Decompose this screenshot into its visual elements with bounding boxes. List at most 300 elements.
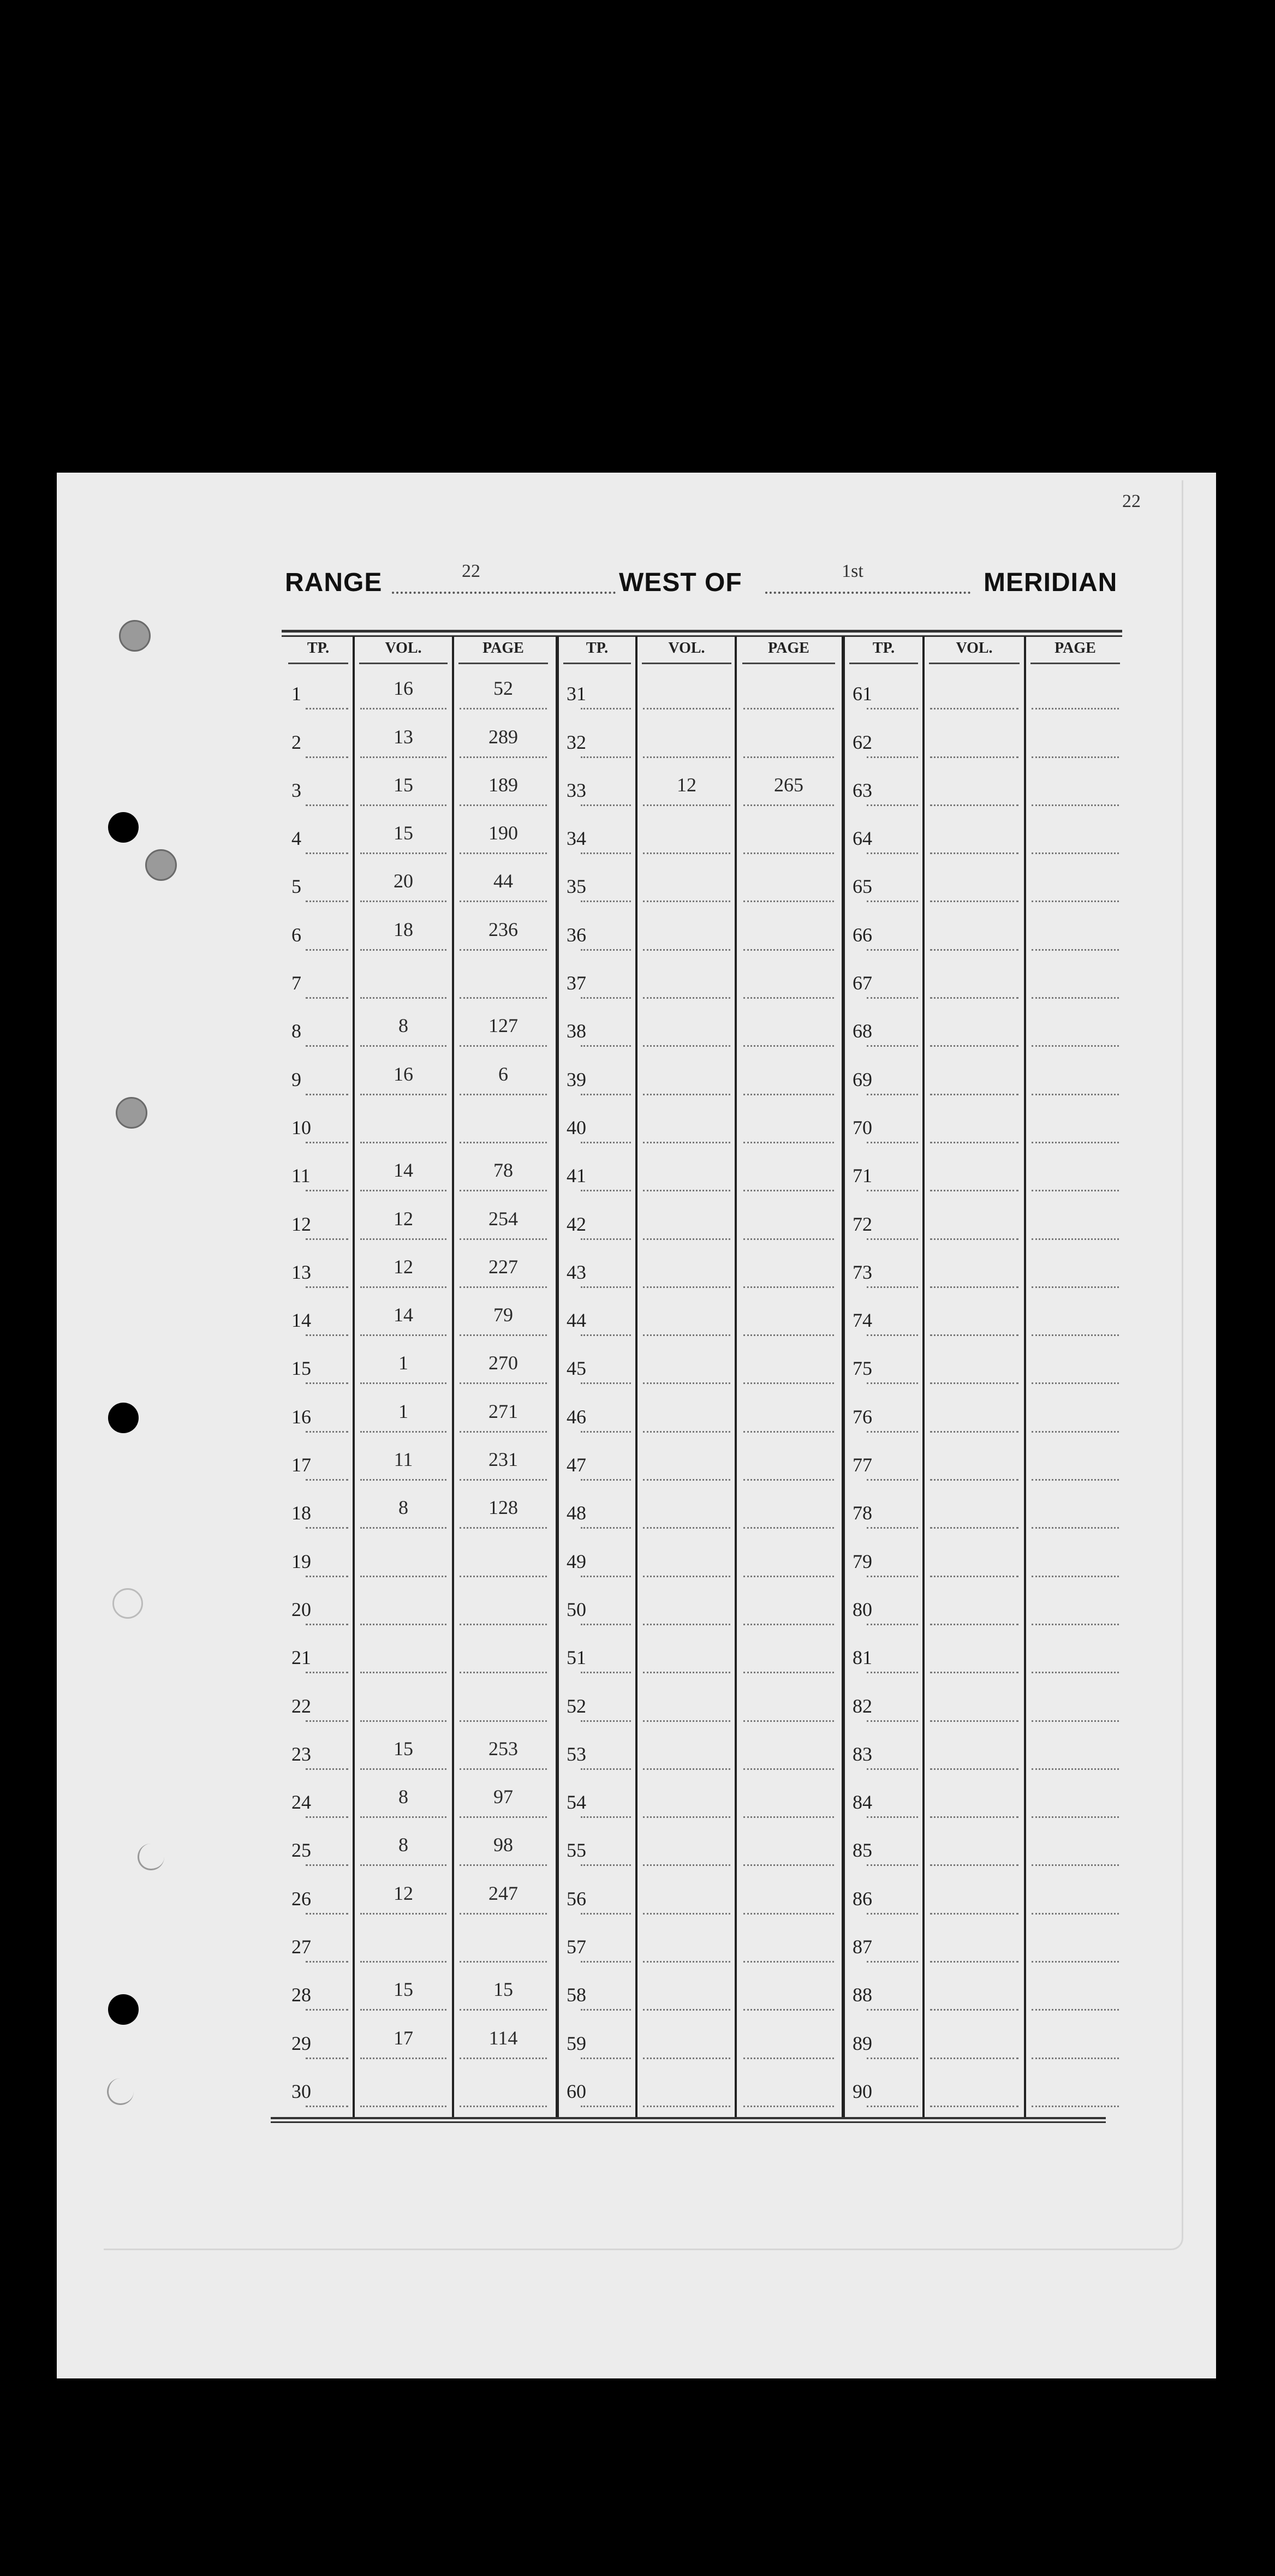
page-entry	[1026, 1631, 1124, 1679]
dotted-fill-line	[360, 1094, 446, 1095]
dotted-fill-line	[1032, 1142, 1119, 1143]
volume-entry	[355, 1968, 452, 2016]
dotted-fill-line	[581, 1768, 631, 1770]
dotted-fill-line	[581, 1720, 631, 1722]
range-label: RANGE	[285, 568, 383, 597]
dotted-fill-line	[930, 2106, 1018, 2107]
dotted-fill-line	[643, 1816, 730, 1818]
dotted-fill-line	[460, 1576, 547, 1577]
dotted-fill-line	[306, 852, 348, 854]
volume-entry	[638, 1149, 736, 1197]
dotted-fill-line	[581, 1816, 631, 1818]
page-entry	[738, 908, 839, 956]
page-entry	[454, 812, 552, 860]
dotted-fill-line	[306, 1816, 348, 1818]
page-entry	[738, 1968, 839, 2016]
township-number-text: 52	[567, 1695, 586, 1717]
dotted-fill-line	[643, 804, 730, 806]
township-number-text: 46	[567, 1405, 586, 1428]
page-text: 128	[488, 1496, 518, 1519]
volume-entry	[638, 1101, 736, 1149]
dotted-fill-line	[930, 756, 1018, 758]
township-number	[284, 1149, 353, 1197]
binder-hole-grey	[119, 620, 151, 652]
volume-entry	[355, 812, 452, 860]
dotted-fill-line	[867, 1431, 918, 1433]
volume-text: 15	[394, 773, 413, 796]
volume-text: 16	[394, 1063, 413, 1085]
township-number	[284, 812, 353, 860]
township-number	[845, 764, 922, 812]
dotted-fill-line	[930, 708, 1018, 709]
volume-entry	[925, 1149, 1024, 1197]
dotted-fill-line	[1032, 1527, 1119, 1529]
page-text: 6	[498, 1063, 508, 1085]
dotted-fill-line	[360, 1816, 446, 1818]
dotted-fill-line	[743, 1334, 834, 1336]
volume-entry	[638, 2065, 736, 2113]
page-entry	[454, 1775, 552, 1823]
dotted-fill-line	[743, 1816, 834, 1818]
township-number-text: 32	[567, 731, 586, 753]
dotted-fill-line	[867, 901, 918, 902]
volume-text: 8	[398, 1786, 408, 1808]
dotted-fill-line	[743, 949, 834, 951]
township-number	[284, 1004, 353, 1052]
township-number	[845, 956, 922, 1004]
page-entry	[1026, 1534, 1124, 1582]
dotted-fill-line	[743, 1045, 834, 1047]
township-number-text: 1	[291, 683, 301, 705]
dotted-fill-line	[743, 1720, 834, 1722]
dotted-fill-line	[643, 997, 730, 999]
township-number	[845, 1341, 922, 1390]
dotted-fill-line	[743, 1768, 834, 1770]
dotted-fill-line	[867, 997, 918, 999]
page-entry	[454, 1920, 552, 1968]
range-header	[285, 561, 1130, 597]
page-entry	[1026, 1004, 1124, 1052]
page-entry	[738, 1631, 839, 1679]
dotted-fill-line	[360, 1142, 446, 1143]
dotted-fill-line	[460, 1431, 547, 1433]
page-entry	[738, 1438, 839, 1486]
township-number-text: 25	[291, 1839, 311, 1862]
binder-hole-faint	[112, 1588, 143, 1619]
page-entry	[1026, 956, 1124, 1004]
township-number-text: 47	[567, 1454, 586, 1476]
township-number	[559, 2065, 635, 2113]
page-entry	[1026, 1149, 1124, 1197]
volume-entry	[638, 1920, 736, 1968]
volume-entry	[355, 860, 452, 908]
dotted-fill-line	[306, 1382, 348, 1384]
page-entry	[738, 860, 839, 908]
dotted-fill-line	[743, 708, 834, 709]
column-header: VOL.	[385, 640, 422, 657]
volume-entry	[925, 1679, 1024, 1727]
page-entry	[738, 1293, 839, 1341]
township-number	[284, 1920, 353, 1968]
page-entry	[738, 1823, 839, 1871]
page-entry	[738, 1341, 839, 1390]
township-number-text: 53	[567, 1743, 586, 1765]
dotted-fill-line	[743, 1864, 834, 1866]
township-number-text: 88	[853, 1984, 872, 2006]
dotted-fill-line	[867, 1382, 918, 1384]
dotted-fill-line	[1032, 901, 1119, 902]
dotted-fill-line	[581, 756, 631, 758]
township-number	[845, 1727, 922, 1775]
township-number	[284, 1534, 353, 1582]
township-number-text: 62	[853, 731, 872, 753]
volume-entry	[638, 1872, 736, 1920]
page-entry	[738, 764, 839, 812]
township-number	[284, 1775, 353, 1823]
dotted-fill-line	[643, 1576, 730, 1577]
volume-entry	[638, 764, 736, 812]
dotted-fill-line	[930, 1961, 1018, 1963]
volume-entry	[638, 667, 736, 715]
dotted-fill-line	[306, 1720, 348, 1722]
dotted-fill-line	[643, 1864, 730, 1866]
dotted-fill-line	[930, 1720, 1018, 1722]
dotted-fill-line	[460, 901, 547, 902]
volume-entry	[925, 1920, 1024, 1968]
binder-hole-arc	[107, 2078, 134, 2105]
township-number	[559, 860, 635, 908]
township-number	[559, 812, 635, 860]
dotted-fill-line	[460, 1238, 547, 1240]
dotted-fill-line	[930, 1238, 1018, 1240]
dotted-fill-line	[460, 756, 547, 758]
page-entry	[1026, 715, 1124, 763]
dotted-fill-line	[743, 1576, 834, 1577]
dotted-fill-line	[360, 1864, 446, 1866]
township-number	[284, 715, 353, 763]
dotted-fill-line	[581, 852, 631, 854]
dotted-fill-line	[306, 1238, 348, 1240]
dotted-fill-line	[867, 1479, 918, 1481]
volume-entry	[355, 1486, 452, 1534]
volume-entry	[638, 1534, 736, 1582]
township-number	[284, 1197, 353, 1245]
dotted-fill-line	[743, 2058, 834, 2059]
volume-entry	[638, 812, 736, 860]
township-number-text: 55	[567, 1839, 586, 1862]
dotted-fill-line	[867, 1286, 918, 1288]
township-number	[559, 1823, 635, 1871]
page-entry	[738, 1004, 839, 1052]
township-number-text: 31	[567, 683, 586, 705]
page-entry	[1026, 1583, 1124, 1631]
township-number-text: 59	[567, 2032, 586, 2054]
dotted-fill-line	[360, 1045, 446, 1047]
page-entry	[454, 764, 552, 812]
township-number-text: 12	[291, 1213, 311, 1235]
volume-entry	[925, 1968, 1024, 2016]
dotted-fill-line	[360, 949, 446, 951]
dotted-fill-line	[460, 1190, 547, 1191]
page-entry	[454, 1197, 552, 1245]
page-text: 247	[488, 1882, 518, 1904]
dotted-fill-line	[306, 901, 348, 902]
township-number	[845, 1245, 922, 1293]
township-number-text: 33	[567, 779, 586, 801]
page-entry	[454, 1583, 552, 1631]
township-number-text: 54	[567, 1791, 586, 1814]
township-number-text: 89	[853, 2032, 872, 2054]
township-number-text: 26	[291, 1887, 311, 1910]
volume-entry	[925, 1004, 1024, 1052]
page-text: 270	[488, 1352, 518, 1374]
volume-entry	[925, 908, 1024, 956]
township-number	[559, 1631, 635, 1679]
dotted-fill-line	[360, 852, 446, 854]
dotted-fill-line	[643, 1672, 730, 1673]
dotted-fill-line	[581, 1334, 631, 1336]
dotted-fill-line	[1032, 1190, 1119, 1191]
page-entry	[1026, 1486, 1124, 1534]
township-number	[845, 812, 922, 860]
volume-text: 15	[394, 1737, 413, 1760]
volume-entry	[638, 2016, 736, 2064]
volume-text: 17	[394, 2026, 413, 2049]
page-entry	[1026, 667, 1124, 715]
dotted-fill-line	[460, 2106, 547, 2107]
dotted-fill-line	[930, 1527, 1018, 1529]
dotted-fill-line	[743, 1479, 834, 1481]
page-entry	[454, 1293, 552, 1341]
dotted-fill-line	[460, 1382, 547, 1384]
dotted-fill-line	[643, 852, 730, 854]
page-text: 127	[488, 1015, 518, 1037]
volume-entry	[355, 1679, 452, 1727]
township-number-text: 76	[853, 1405, 872, 1428]
dotted-fill-line	[743, 756, 834, 758]
township-number-text: 57	[567, 1936, 586, 1958]
dotted-fill-line	[1032, 949, 1119, 951]
dotted-fill-line	[643, 1045, 730, 1047]
dotted-fill-line	[743, 997, 834, 999]
page-text: 236	[488, 918, 518, 940]
column-header-rule	[642, 663, 731, 664]
column-header: TP.	[586, 640, 609, 657]
dotted-fill-line	[867, 2009, 918, 2011]
township-number-text: 38	[567, 1020, 586, 1042]
binder-hole-black	[108, 812, 139, 843]
dotted-fill-line	[306, 949, 348, 951]
page-entry	[454, 1438, 552, 1486]
volume-text: 11	[394, 1448, 413, 1471]
township-number	[845, 1197, 922, 1245]
volume-entry	[638, 1341, 736, 1390]
township-number-text: 66	[853, 923, 872, 946]
page-entry	[738, 2065, 839, 2113]
page-text: 254	[488, 1207, 518, 1230]
township-number	[559, 1341, 635, 1390]
dotted-fill-line	[581, 2106, 631, 2107]
dotted-fill-line	[643, 1286, 730, 1288]
dotted-fill-line	[360, 1286, 446, 1288]
township-number	[559, 715, 635, 763]
volume-entry	[355, 956, 452, 1004]
volume-entry	[638, 1486, 736, 1534]
volume-entry	[925, 1631, 1024, 1679]
binder-hole-grey	[116, 1097, 147, 1129]
township-number-text: 60	[567, 2080, 586, 2102]
dotted-fill-line	[867, 1624, 918, 1625]
dotted-fill-line	[930, 1286, 1018, 1288]
volume-entry	[355, 1293, 452, 1341]
township-number	[845, 1438, 922, 1486]
page-entry	[454, 2065, 552, 2113]
volume-entry	[638, 1052, 736, 1100]
dotted-fill-line	[360, 1479, 446, 1481]
township-number-text: 80	[853, 1598, 872, 1620]
township-number-text: 8	[291, 1020, 301, 1042]
dotted-fill-line	[306, 1672, 348, 1673]
page-entry	[1026, 1438, 1124, 1486]
volume-text: 1	[398, 1400, 408, 1422]
volume-text: 12	[394, 1255, 413, 1278]
dotted-fill-line	[1032, 1431, 1119, 1433]
dotted-fill-line	[867, 1864, 918, 1866]
dotted-fill-line	[360, 708, 446, 709]
dotted-fill-line	[1032, 1286, 1119, 1288]
township-number-text: 83	[853, 1743, 872, 1765]
page-entry	[454, 956, 552, 1004]
volume-entry	[355, 1245, 452, 1293]
dotted-fill-line	[306, 1431, 348, 1433]
dotted-fill-line	[581, 901, 631, 902]
dotted-fill-line	[306, 804, 348, 806]
volume-entry	[638, 1438, 736, 1486]
page-entry	[454, 1101, 552, 1149]
binder-hole-arc	[138, 1844, 164, 1870]
township-number	[559, 1872, 635, 1920]
township-number	[284, 908, 353, 956]
column-header-rule	[458, 663, 548, 664]
dotted-fill-line	[1032, 1672, 1119, 1673]
volume-entry	[638, 1583, 736, 1631]
dotted-fill-line	[306, 1961, 348, 1963]
page-entry	[1026, 2065, 1124, 2113]
volume-text: 15	[394, 822, 413, 844]
township-number-text: 21	[291, 1647, 311, 1669]
page-text: 44	[493, 870, 513, 892]
page-entry	[738, 1486, 839, 1534]
dotted-fill-line	[867, 1527, 918, 1529]
page-entry	[738, 1583, 839, 1631]
township-number-text: 40	[567, 1116, 586, 1138]
township-number-text: 35	[567, 875, 586, 898]
dotted-fill-line	[930, 1190, 1018, 1191]
township-number-text: 37	[567, 972, 586, 994]
volume-entry	[925, 956, 1024, 1004]
volume-entry	[925, 1775, 1024, 1823]
volume-entry	[925, 715, 1024, 763]
township-number	[284, 1679, 353, 1727]
dotted-fill-line	[1032, 2106, 1119, 2107]
dotted-fill-line	[867, 1913, 918, 1915]
dotted-fill-line	[867, 1238, 918, 1240]
dotted-fill-line	[360, 1238, 446, 1240]
dotted-fill-line	[360, 804, 446, 806]
page-entry	[1026, 1823, 1124, 1871]
township-number-text: 90	[853, 2080, 872, 2102]
township-number	[284, 1101, 353, 1149]
dotted-fill-line	[743, 2009, 834, 2011]
township-number-text: 65	[853, 875, 872, 898]
volume-entry	[925, 764, 1024, 812]
dotted-fill-line	[581, 1238, 631, 1240]
dotted-fill-line	[930, 1768, 1018, 1770]
dotted-fill-line	[643, 2009, 730, 2011]
dotted-fill-line	[643, 1142, 730, 1143]
page-entry	[454, 1872, 552, 1920]
dotted-fill-line	[643, 1334, 730, 1336]
township-number-text: 4	[291, 827, 301, 850]
dotted-fill-line	[643, 1190, 730, 1191]
page-text: 52	[493, 677, 513, 700]
column-header-rule	[742, 663, 835, 664]
volume-entry	[925, 812, 1024, 860]
page-entry	[1026, 764, 1124, 812]
dotted-fill-line	[930, 1382, 1018, 1384]
township-number-text: 34	[567, 827, 586, 850]
volume-entry	[355, 715, 452, 763]
dotted-fill-line	[460, 1527, 547, 1529]
dotted-fill-line	[581, 708, 631, 709]
dotted-fill-line	[867, 2058, 918, 2059]
page-entry	[454, 1245, 552, 1293]
dotted-fill-line	[460, 1094, 547, 1095]
volume-entry	[925, 1245, 1024, 1293]
dotted-fill-line	[930, 1672, 1018, 1673]
dotted-fill-line	[743, 804, 834, 806]
township-number	[559, 908, 635, 956]
page-entry	[1026, 1197, 1124, 1245]
dotted-fill-line	[643, 1238, 730, 1240]
page-entry	[454, 2016, 552, 2064]
volume-text: 8	[398, 1015, 408, 1037]
page-entry	[454, 1534, 552, 1582]
township-number	[845, 908, 922, 956]
dotted-fill-line	[743, 1672, 834, 1673]
page-entry	[738, 1679, 839, 1727]
volume-entry	[355, 1583, 452, 1631]
column-header-rule	[929, 663, 1020, 664]
page-entry	[1026, 1872, 1124, 1920]
dotted-fill-line	[581, 949, 631, 951]
page-entry	[1026, 1679, 1124, 1727]
township-number	[284, 1245, 353, 1293]
volume-entry	[638, 715, 736, 763]
page-entry	[454, 1390, 552, 1438]
dotted-fill-line	[1032, 1382, 1119, 1384]
township-number	[559, 1775, 635, 1823]
township-number	[559, 1004, 635, 1052]
dotted-fill-line	[1032, 1624, 1119, 1625]
page-entry	[1026, 1968, 1124, 2016]
township-number	[559, 1149, 635, 1197]
dotted-fill-line	[643, 901, 730, 902]
township-number	[284, 956, 353, 1004]
column-header-rule	[288, 663, 348, 664]
dotted-fill-line	[581, 1045, 631, 1047]
dotted-fill-line	[743, 1142, 834, 1143]
